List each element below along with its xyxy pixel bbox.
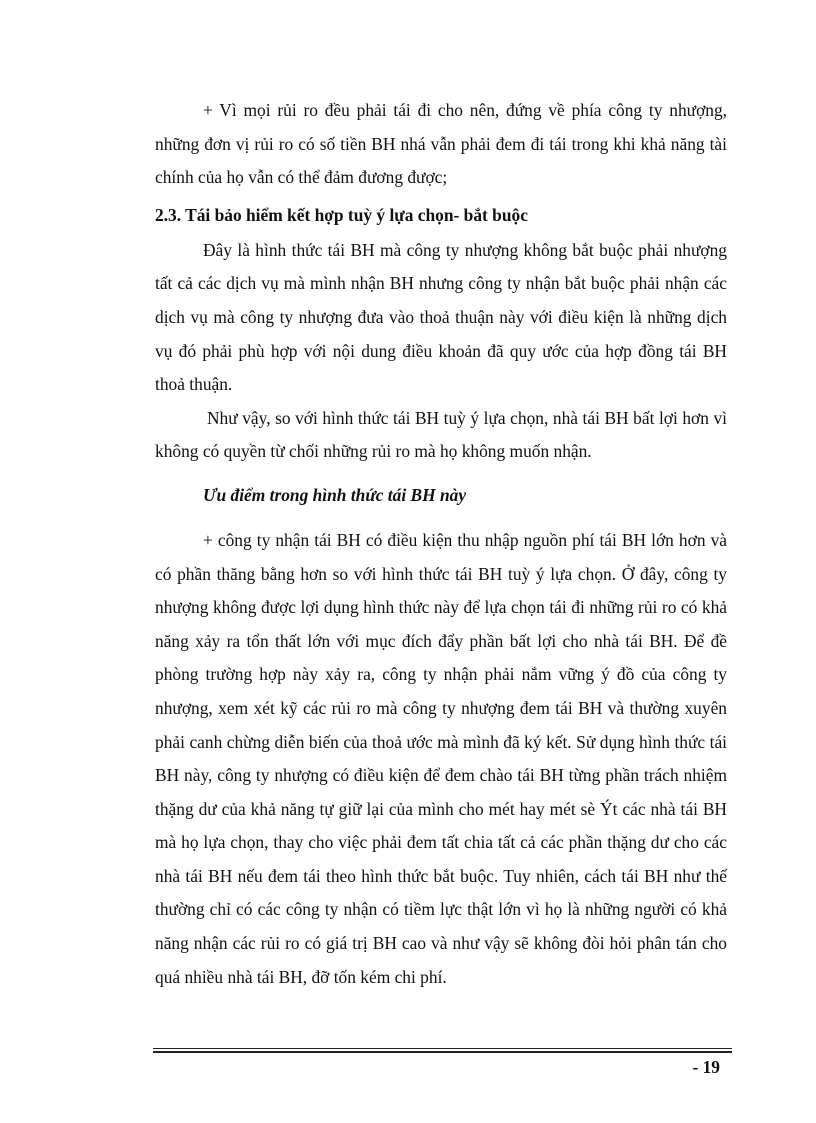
paragraph-risk-note: + Vì mọi rủi ro đều phải tái đi cho nên, đứng về phía công ty nhượng, những đơn vị rủi ro có số tiền BH nhá vẫn phải đem đi tái trong khi khả năng tài chính của họ vẫn có thể đảm đương được;	[155, 100, 727, 188]
paragraph-definition: Đây là hình thức tái BH mà công ty nhượng không bắt buộc phải nhượng tất cả các dịch vụ mà mình nhận BH nhưng công ty nhận bắt buộc phải nhận các dịch vụ mà công ty nhượng đưa vào thoả thuận này với điều kiện là những dịch vụ đó phải phù hợp với nội dung điều khoản đã quy ước của hợp đồng tái BH thoả thuận.	[155, 239, 727, 395]
advantages-subheading: Ưu điểm trong hình thức tái BH này	[203, 484, 467, 505]
section-heading: 2.3. Tái bảo hiểm kết hợp tuỳ ý lựa chọn- bắt buộc	[155, 204, 528, 225]
page-number: - 19	[692, 1057, 720, 1077]
paragraph-advantages: + công ty nhận tái BH có điều kiện thu nhập nguồn phí tái BH lớn hơn và có phần thăng bằng hơn so với hình thức tái BH tuỳ ý lựa chọn. Ở đây, công ty nhượng không được lợi dụng hình thức này để lựa chọn tái đi những rủi ro có khả năng xảy ra tổn thất lớn với mục đích đẩy phần bất lợi cho nhà tái BH. Để đề phòng trường hợp này xảy ra, công ty nhận phải nắm vững ý đồ của công ty nhượng, xem xét kỹ các rủi ro mà công ty nhượng đem tái BH và thường xuyên phải canh chừng diễn biến của thoả ước mà mình đã ký kết. Sử dụng hình thức tái BH này, công ty nhượng có điều kiện để đem chào tái BH từng phần trách nhiệm thặng dư của khả năng tự giữ lại của mình cho mét hay mét sè Ýt các nhà tái BH mà họ lựa chọn, thay cho việc phải đem tất chia tất cả các phần thặng dư cho các nhà tái BH nếu đem tái theo hình thức bắt buộc. Tuy nhiên, cách tái BH như thế thường chỉ có các công ty nhận có tiềm lực thật lớn vì họ là những người có khả năng nhận các rủi ro có giá trị BH cao và như vậy sẽ không đòi hỏi phân tán cho quá nhiều nhà tái BH, đỡ tốn kém chi phí.	[155, 529, 727, 987]
page-content	[155, 94, 727, 994]
paragraph-comparison: Như vậy, so với hình thức tái BH tuỳ ý lựa chọn, nhà tái BH bất lợi hơn vì không có quyền từ chối những rủi ro mà họ không muốn nhận.	[155, 407, 727, 462]
footer-rule-thick	[153, 1051, 732, 1053]
footer-rule-thin	[153, 1048, 732, 1049]
